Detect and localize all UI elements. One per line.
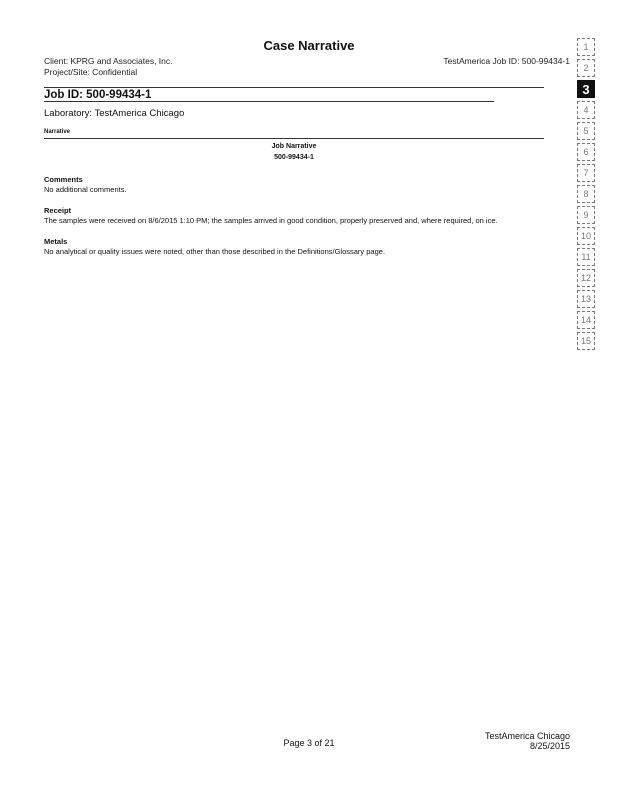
job-narrative-number: 500-99434-1 xyxy=(274,154,314,161)
section-heading: Receipt xyxy=(44,206,72,215)
section-tab[interactable]: 11 xyxy=(577,248,595,266)
footer-lab-name: TestAmerica Chicago xyxy=(484,731,570,741)
header-rule xyxy=(44,87,544,88)
page-number: Page 3 of 21 xyxy=(283,738,335,748)
footer-date: 8/25/2015 xyxy=(529,741,570,751)
section-heading: Metals xyxy=(44,237,68,246)
section-tab[interactable]: 14 xyxy=(577,311,595,329)
job-id-rule xyxy=(44,101,494,102)
section-tab[interactable]: 7 xyxy=(577,164,595,182)
project-site: Project/Site: Confidential xyxy=(44,67,138,77)
section-tab[interactable]: 13 xyxy=(577,290,595,308)
section-tab[interactable]: 15 xyxy=(577,332,595,350)
section-tab[interactable]: 10 xyxy=(577,227,595,245)
narrative-label: Narrative xyxy=(44,129,71,135)
page-title: Case Narrative xyxy=(263,38,355,53)
section-tab[interactable]: 8 xyxy=(577,185,595,203)
laboratory-name: Laboratory: TestAmerica Chicago xyxy=(44,108,185,119)
section-tab[interactable]: 6 xyxy=(577,143,595,161)
section-text: No analytical or quality issues were noted, other than those described in the Definitions/Glossary page. xyxy=(44,247,386,256)
narrative-rule xyxy=(44,138,544,139)
job-id-heading: Job ID: 500-99434-1 xyxy=(44,89,152,101)
section-text: The samples were received on 8/6/2015 1:10 PM; the samples arrived in good condition, properly preserved and, where required, on ice. xyxy=(44,216,498,225)
job-reference: TestAmerica Job ID: 500-99434-1 xyxy=(443,56,570,66)
section-tab[interactable]: 5 xyxy=(577,122,595,140)
section-tab-active[interactable]: 3 xyxy=(577,80,595,98)
section-tab[interactable]: 12 xyxy=(577,269,595,287)
section-tab[interactable]: 1 xyxy=(577,38,595,56)
section-tab[interactable]: 2 xyxy=(577,59,595,77)
section-tab[interactable]: 9 xyxy=(577,206,595,224)
section-tab[interactable]: 4 xyxy=(577,101,595,119)
section-text: No additional comments. xyxy=(44,185,127,194)
client-name: Client: KPRG and Associates, Inc. xyxy=(44,56,173,66)
section-tabs xyxy=(576,38,600,353)
footer-lab xyxy=(485,731,570,751)
section-heading: Comments xyxy=(44,175,83,184)
job-narrative-heading: Job Narrative xyxy=(271,143,317,150)
